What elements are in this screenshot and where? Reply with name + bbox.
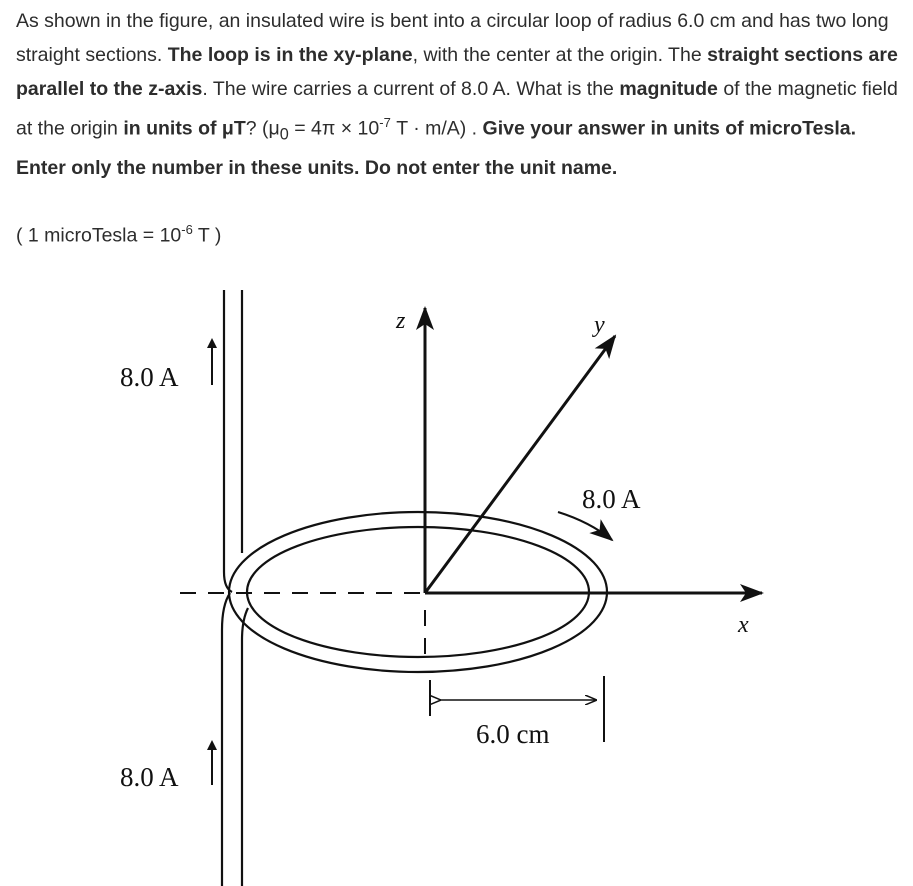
text: ( 1 microTesla = 10 bbox=[16, 224, 182, 247]
text: ? (μ bbox=[245, 117, 280, 140]
wire-bottom-inner bbox=[242, 608, 248, 886]
text: T ) bbox=[192, 224, 222, 247]
text: T · m/A) . bbox=[390, 117, 483, 140]
superscript: -7 bbox=[379, 115, 391, 130]
text: of the magnetic field at the origin bbox=[16, 78, 898, 140]
z-axis-label: z bbox=[396, 308, 406, 334]
superscript: -6 bbox=[181, 222, 193, 237]
y-axis-label: y bbox=[594, 312, 605, 338]
text: = 4π × 10 bbox=[288, 117, 380, 140]
current-label-top: 8.0 A bbox=[120, 362, 179, 392]
bold-text: straight sections are parallel to the z-axis bbox=[16, 44, 898, 100]
wire-bottom-outer bbox=[222, 593, 230, 886]
loop-current-arrow bbox=[558, 512, 612, 540]
bold-text: magnitude bbox=[619, 78, 718, 100]
bold-text: The loop is in the xy-plane bbox=[167, 44, 413, 66]
bold-text: Give your answer in units of microTesla. Enter only the number in these units. Do not enter the unit name. bbox=[16, 117, 857, 180]
text: As shown in the figure, an insulated wire is bent into a circular loop of radius 6.0 cm and has two long straight sections. bbox=[16, 10, 889, 66]
radius-label: 6.0 cm bbox=[476, 719, 550, 749]
current-label-bottom: 8.0 A bbox=[120, 762, 179, 792]
bold-text: in units of μT bbox=[123, 117, 246, 140]
x-axis-label: x bbox=[738, 612, 749, 638]
text: , with the center at the origin. The bbox=[412, 44, 708, 66]
subscript: 0 bbox=[279, 125, 289, 144]
text: . The wire carries a current of 8.0 A. What is the bbox=[202, 78, 620, 100]
current-label-loop: 8.0 A bbox=[582, 484, 641, 514]
